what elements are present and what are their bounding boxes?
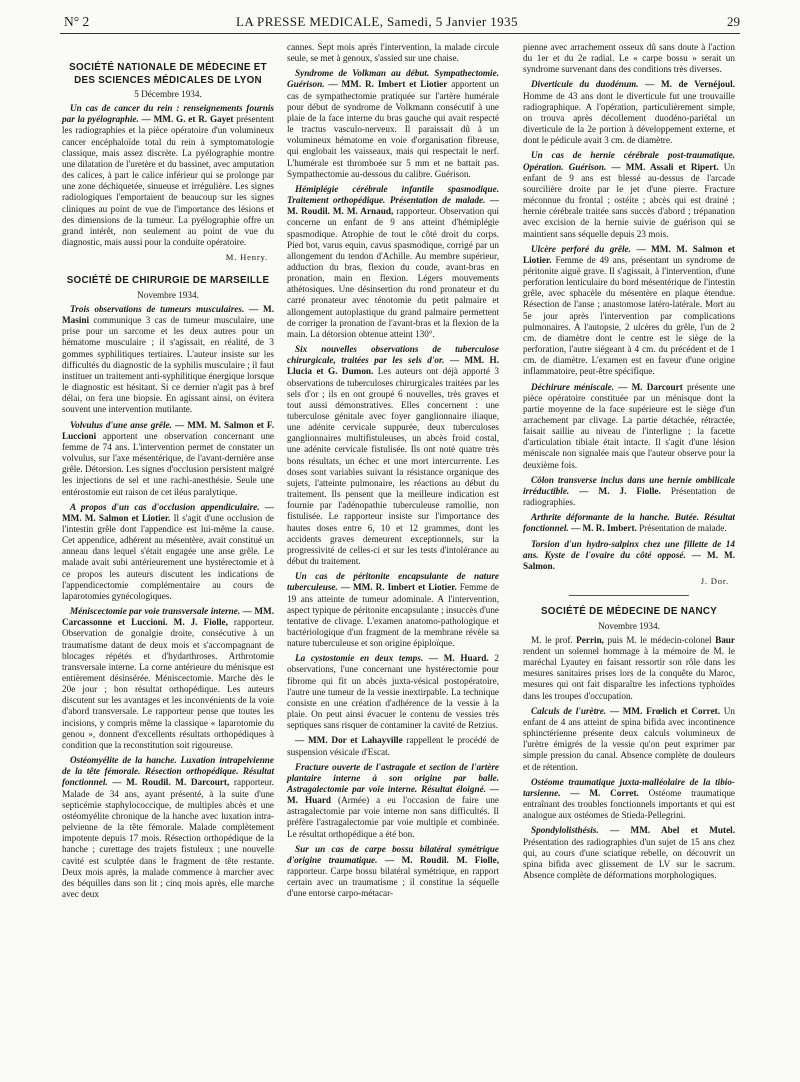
- section-date: 5 Décembre 1934.: [134, 89, 202, 99]
- article: M. le prof. Perrin, puis M. le médecin-colonel Baur rendent un solennel hommage à la mémoire de M. le maréchal Lyautey en faisant ressortir son rôle dans les mesures sanitaires prises lors de la conquête du Maroc, mesures qui ont fait disparaître les infections typhoïdes dans les troupes d'occupation.: [523, 634, 735, 701]
- article: Côlon transverse inclus dans une hernie ombilicale irréductible. — M. J. Fiolle. Présentation de radiographies.: [523, 474, 735, 508]
- article: A propos d'un cas d'occlusion appendiculaire. — MM. M. Salmon et Liotier. Il s'agit d'une occlusion de l'intestin grêle dont l'appendice est lui-même la cause. Cet appendice, adhérent au mésentère, avait constitué un anneau dans lequel s'était engagée une anse grêle. Le malade avait subi antérieurement une hystérectomie et à ce propos les auteurs discutent les indications de l'appendicectomie complémentaire au cours de laparotomies gynécologiques.: [62, 501, 275, 601]
- article: Un cas de cancer du rein : renseignements fournis par la pyélographie. — MM. G. et R. Gayet présentent les radiographies et la pièce opératoire d'un volumineux cancer encéphaloïde total du rein à symptomatologie classique, mais assez discrète. La pyélographie montre une dilatation de l'uretère et du bassinet, avec amputation des calices, à part le calice inférieur qui se prolonge par une zone déchiquetée, sinueuse et irrégulière. Les signes radiologiques l'emportaient de beaucoup sur les signes cliniques au point de vue de l'importance des lésions et des dimensions de la tumeur. La pyélographie offre un grand intérêt, non seulement au point de vue du diagnostic, mais aussi pour la conduite opératoire.: [62, 103, 274, 248]
- journal-title: LA PRESSE MEDICALE, Samedi, 5 Janvier 1935: [236, 14, 518, 29]
- article: Six nouvelles observations de tuberculose chirurgicale, traitées par les sels d'or. — MM. H. Llucia et G. Dumon. Les auteurs ont déjà apporté 3 observations de tuberculoses chirurgicales traitées par les sels d'or ; ils en ont groupé 6 nouvelles, très graves et tout aussi démonstratives. Elles concernent : une tuberculose génitale avec foyer ganglionnaire iliaque, une adénite cervicale suppurée, deux tuberculoses ganglionnaires multifistuleuses, un abcès froid costal, une adénite cervicale fistulisée. Ils ont noté quatre très bons résultats, un échec et une mort intercurrente. Les doses sont variables suivant la résistance organique des sujets, l'atteinte pulmonaire, les réactions au début du traitement. Ils pensent que la meilleure indication est fournie par l'adénopathie tuberculeuse ramollie, non fistulisée. Le rapporteur insiste sur l'importance des hautes doses entre 6, 10 et 12 grammes, dont les accidents graves demeurent exceptionnels, sur la progressivité de celles-ci et sur les tests d'intolérance au début du traitement.: [287, 344, 500, 567]
- article: Trois observations de tumeurs musculaires. — M. Masini communique 3 cas de tumeur musculaire, une prise pour un sarcome et les deux autres pour un hématome musculaire ; il s'agissait, en réalité, de 3 gommes syphilitiques tertiaires. L'auteur insiste sur les difficultés du diagnostic de la syphilis musculaire ; il faut instituer un traitement anti-syphilitique énergique lorsque le diagnostic est hésitant. Si ce dernier n'agit pas à bref délai, on fera une biopsie. En agissant ainsi, on évitera souvent une intervention mutilante.: [62, 304, 274, 415]
- article-continuation: pienne avec arrachement osseux dû sans doute à l'action du 1er et du 2e radial. Le « carpe bossu » serait un syndrome survenant dans des conditions très diverses.: [523, 42, 735, 75]
- article: Ostéome traumatique juxta-malléolaire de la tibio-tarsienne. — M. Corret. Ostéome traumatique entraînant des troubles fonctionnels importants et qui est analogue aux ostéomes de Stieda-Pellegrini.: [523, 776, 735, 821]
- section-date: Novembre 1934.: [137, 289, 199, 300]
- article: Spondylolisthésis. — MM. Abel et Mutel. Présentation des radiographies d'un sujet de 15 ans chez qui, au cours d'une sciatique rebelle, on découvrit un spina bifida avec glissement de LV sur le sacrum. Absence complète de déformations morphologiques.: [523, 825, 735, 880]
- article: Hémiplégie cérébrale infantile spasmodique. Traitement orthopédique. Présentation de malade. — M. Roudil. M. M. Arnaud, rapporteur. Observation qui concerne un enfant de 9 ans atteint d'hémiplégie spasmodique. Atrophie de tout le côté droit du corps. Pied bot, varus equin, cavus spasmodique, corrigé par un allongement du tendon d'Achille. Au membre supérieur, adduction du bras, flexion du coude, avant-bras en pronation, main en flexion. Légers mouvements athétosiques. Une désinsertion du rond pronateur et du carré pronateur avec ténotomie du petit palmaire et allongement autoplastique du grand palmaire permettent de corriger la pronation de l'avant-bras et la flexion de la main. La détorsion obtenue atteint 130°.: [287, 183, 500, 339]
- article: Volvulus d'une anse grêle. — MM. M. Salmon et F. Luccioni apportent une observation concernant une femme de 74 ans. L'intervention permet de constater un volvulus, sur l'axe mésentérique, de l'avant-dernière anse grêle. Détorsion. Les signes d'occlusion persistent malgré les injections de sel et une rachi-anesthésie. Seule une entérostomie eut raison de cet iléus paralytique.: [62, 419, 274, 497]
- article: Calculs de l'urètre. — MM. Frœlich et Corret. Un enfant de 4 ans atteint de spina bifida avec incontinence sphinctérienne présente deux calculs volumineux de l'urètre émigrés de la vessie qu'on peut exprimer par simple pression du canal. Absence complète de douleurs et de rétention.: [523, 705, 735, 772]
- page-header: [64, 14, 740, 30]
- signature: M. Henry.: [225, 252, 268, 263]
- article: Fracture ouverte de l'astragale et section de l'artère plantaire interne à son origine par balle. Astragalectomie par voie interne. Résultat éloigné. — M. Huard (Armée) a eu l'occasion de faire une astragalectomie par voie interne non sans difficultés. Il préfère l'astragalectomie par voie multiple et combinée. Le résultat orthopédique a été bon.: [287, 761, 499, 839]
- issue-number: N° 2: [64, 14, 90, 29]
- section-heading: SOCIÉTÉ NATIONALE DE MÉDECINE ET DES SCIENCES MÉDICALES DE LYON: [69, 62, 267, 86]
- article: Syndrome de Volkman au début. Sympathectomie. Guérison. — MM. R. Imbert et Liotier apportent un cas de sympathectomie pratiquée sur l'artère humérale pour début de syndrome de Volkmann consécutif à une plaie de la face interne du bras gauche qui avait respecté le tractus vasculo-nerveux. Il paraissait dû à un volumineux hématome en voie d'organisation fibreuse, qui englobait les vaisseaux, mais qui respectait le nerf. L'humérale est thromboée sur 5 mm et ne battait pas. Sympathectomie au-dessous du calibre. Guérison.: [287, 68, 499, 179]
- article: Méniscectomie par voie transversale interne. — MM. Carcassonne et Luccioni. M. J. Fiolle, rapporteur. Observation de gonalgie droite, consécutive à un traumatisme datant de deux mois et s'accompagnant de blocages répétés et d'hydarthroses. Arthrotomie transversale interne. La corne antérieure du ménisque est entièrement désinsérée. Méniscectomie. Marche dès le 20e jour ; bon résultat orthopédique. Les auteurs discutent sur les avantages et les inconvénients de la voie d'abord transversale. Le rapporteur pense que toutes les incisions, y compris même la classique « laparotomie du genou », donnent d'excellents résultats orthopédiques à condition que la reconstitution soit rigoureuse.: [62, 606, 275, 750]
- article: Torsion d'un hydro-salpinx chez une fillette de 14 ans. Kyste de l'ovaire du côté opposé. — M. M. Salmon.: [523, 538, 735, 571]
- article: Déchirure méniscale. — M. Darcourt présente une pièce opératoire constituée par un ménisque dont la partie moyenne de la face supérieure est le siège d'un arrachement par clivage. La partie détachée, rétractée, faisait saillie au niveau de l'interligne ; la facette d'articulation tibiale était intacte. Il s'agit d'une lésion méniscale non signalée mais que l'auteur observe pour la deuxième fois.: [523, 381, 736, 470]
- article: — MM. Dor et Lahayville rappellent le procédé de suspension vésicale d'Escat.: [287, 735, 499, 757]
- page-number: 29: [727, 14, 740, 29]
- section-date: Novembre 1934.: [598, 620, 660, 631]
- signature: J. Dor.: [700, 576, 729, 587]
- article: Un cas de péritonite encapsulante de nature tuberculeuse. — MM. R. Imbert et Liotier. Femme de 19 ans atteinte de tumeur adominale. A l'intervention, aspect typique de péritonite encapsulante ; insuccès d'une tentative de clivage. L'examen anatomo-pathologique et bactériologique d'un fragment de la membrane révèle sa nature tuberculeuse et son origine épiploïque.: [287, 571, 499, 649]
- article: Sur un cas de carpe bossu bilatéral symétrique d'origine traumatique. — M. Roudil. M. Fiolle, rapporteur. Carpe bossu bilatéral symétrique, en rapport certain avec un traumatisme ; il constitue la séquelle d'une entorse carpo-métacar-: [287, 843, 499, 899]
- column-1: [62, 42, 274, 904]
- article: Arthrite déformante de la hanche. Butée. Résultat fonctionnel. — M. R. Imbert. Présentation de malade.: [523, 512, 735, 534]
- article: Diverticule du duodénum. — M. de Vernéjoul. Homme de 43 ans dont le diverticule fut une trouvaille radiographique. A l'opération, particulièrement simple, on trouva après décollement duodéno-pariétal un diverticule de la 2e portion à développement externe, et dont le pédicule avait 3 cm. de diamètre.: [523, 79, 735, 146]
- article: Ostéomyélite de la hanche. Luxation intrapelvienne de la tête fémorale. Résection orthopédique. Résultat fonctionnel. — M. Roudil. M. Darcourt, rapporteur. Malade de 34 ans, ayant présenté, à la suite d'une septicémie staphylococcique, de multiples abcès et une ostéomyélite chronique de la hanche avec luxation intra-pelvienne de la tête fémorale. Malade complètement impotente depuis 17 mois. Résection orthopédique de la hanche ; curettage des trajets fistuleux ; une nouvelle cavité est sculptée dans le fragment de tête restante. Deux mois après, la malade commence à marcher avec des béquilles dans son lit ; cinq mois après, elle marche avec deux: [62, 755, 274, 899]
- section-heading: SOCIÉTÉ DE MÉDECINE DE NANCY: [540, 606, 718, 618]
- article-continuation: cannes. Sept mois après l'intervention, la malade circule seule, se met à genoux, s'assied sur une chaise.: [287, 42, 499, 64]
- article: Ulcère perforé du grêle. — MM. M. Salmon et Liotier. Femme de 49 ans, présentant un syndrome de péritonite aiguë grave. Il s'agissait, à l'intervention, d'une perforation lenticulaire du bord mésentérique de l'intestin grêle, avec sphacèle du mésentère en plaque étendue. Résection de l'anse ; anastomose latéro-latérale. Mort au 5e jour après l'intervention par complications pulmonaires. A l'autopsie, 2 ulcères du grêle, l'un de 2 cm. de diamètre dont le centre est le siège de la perforation, l'autre siégeant à 4 cm. du précédent et de 1 cm. de diamètre. L'examen est en faveur d'une origine inflammatoire, peut-être spécifique.: [523, 243, 735, 377]
- article: Un cas de hernie cérébrale post-traumatique. Opération. Guérison. — MM. Assali et Ripert. Un enfant de 9 ans est blessé au-dessus de l'arcade sourcilière droite par le jet d'une pierre. Fracture méconnue du frontal ; ostéite ; abcès qui est drainé ; hernie cérébrale traitée sans succès d'abord ; trépanation avec excision de la hernie suivie de guérison qui se maintient sans séquelle depuis 23 mois.: [523, 150, 735, 239]
- header-rule: [60, 33, 740, 34]
- section-divider: [569, 595, 689, 596]
- column-2: [287, 42, 499, 904]
- column-3: [523, 42, 735, 885]
- article: La cystostomie en deux temps. — M. Huard. 2 observations, l'une concernant une hystérectomie pour fibrome qui fit un abcès juxta-vésical postopératoire, l'autre une tumeur de la vessie inextirpable. La technique consiste en une création d'adhérence de la vessie à la plaie. On peut ainsi évacuer le contenu de vessies très septiques sans risquer de contaminer la cavité de Retzius.: [287, 653, 500, 731]
- section-heading: SOCIÉTÉ DE CHIRURGIE DE MARSEILLE: [66, 275, 270, 287]
